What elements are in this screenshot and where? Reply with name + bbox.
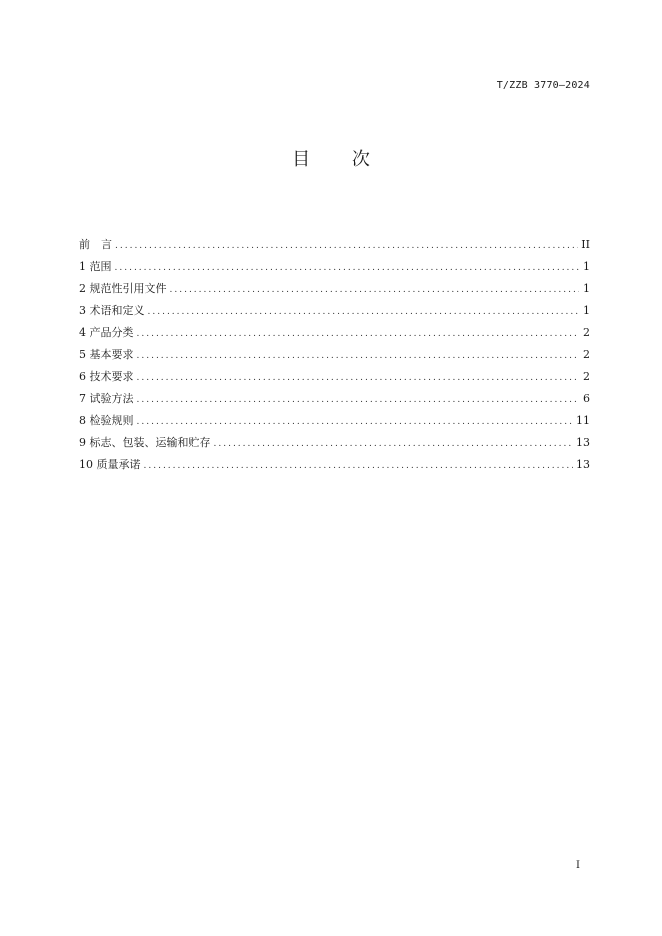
toc-entry-product-classification[interactable]: [79, 324, 590, 346]
toc-entry-label: 6 技术要求: [79, 370, 134, 383]
toc-entry-foreword[interactable]: [79, 236, 590, 258]
toc-leader-dots: [148, 307, 580, 317]
toc-entry-page: 13: [576, 436, 590, 449]
toc-leader-dots: [214, 439, 574, 449]
toc-entry-label: 8 检验规则: [79, 414, 134, 427]
toc-entry-label: 前 言: [79, 238, 112, 251]
toc-entry-label: 2 规范性引用文件: [79, 282, 167, 295]
toc-entry-marking-packaging[interactable]: [79, 434, 590, 456]
toc-entry-normative-references[interactable]: [79, 280, 590, 302]
toc-entry-page: 2: [583, 348, 590, 361]
toc-entry-label: 7 试验方法: [79, 392, 134, 405]
toc-entry-label: 9 标志、包装、运输和贮存: [79, 436, 211, 449]
toc-entry-page: 1: [583, 260, 590, 273]
toc-leader-dots: [137, 373, 580, 383]
toc-leader-dots: [144, 461, 574, 471]
toc-entry-page: 2: [583, 326, 590, 339]
toc-entry-inspection-rules[interactable]: [79, 412, 590, 434]
toc-leader-dots: [170, 285, 580, 295]
toc-leader-dots: [137, 329, 580, 339]
toc-entry-quality-commitment[interactable]: [79, 456, 590, 478]
toc-entry-page: 2: [583, 370, 590, 383]
toc-entry-label: 3 术语和定义: [79, 304, 145, 317]
toc-entry-technical-requirements[interactable]: [79, 368, 590, 390]
toc-entry-test-methods[interactable]: [79, 390, 590, 412]
toc-entry-basic-requirements[interactable]: [79, 346, 590, 368]
toc-entry-scope[interactable]: [79, 258, 590, 280]
toc-entry-label: 10 质量承诺: [79, 458, 141, 471]
toc-leader-dots: [137, 395, 580, 405]
toc-leader-dots: [137, 417, 574, 427]
toc-entry-label: 4 产品分类: [79, 326, 134, 339]
toc-entry-page: 11: [576, 414, 590, 427]
page-number: I: [576, 860, 580, 871]
page-title: 目 次: [292, 149, 388, 170]
toc-leader-dots: [115, 263, 580, 273]
toc-entry-page: 1: [583, 282, 590, 295]
toc-entry-page: II: [581, 238, 590, 251]
toc-entry-page: 6: [583, 392, 590, 405]
toc-entry-page: 13: [576, 458, 590, 471]
toc-leader-dots: [137, 351, 580, 361]
toc-entry-page: 1: [583, 304, 590, 317]
toc-entry-label: 5 基本要求: [79, 348, 134, 361]
table-of-contents: [79, 236, 590, 478]
document-code: T/ZZB 3770—2024: [496, 80, 590, 91]
toc-entry-label: 1 范围: [79, 260, 112, 273]
toc-leader-dots: [115, 241, 578, 251]
toc-entry-terms-definitions[interactable]: [79, 302, 590, 324]
